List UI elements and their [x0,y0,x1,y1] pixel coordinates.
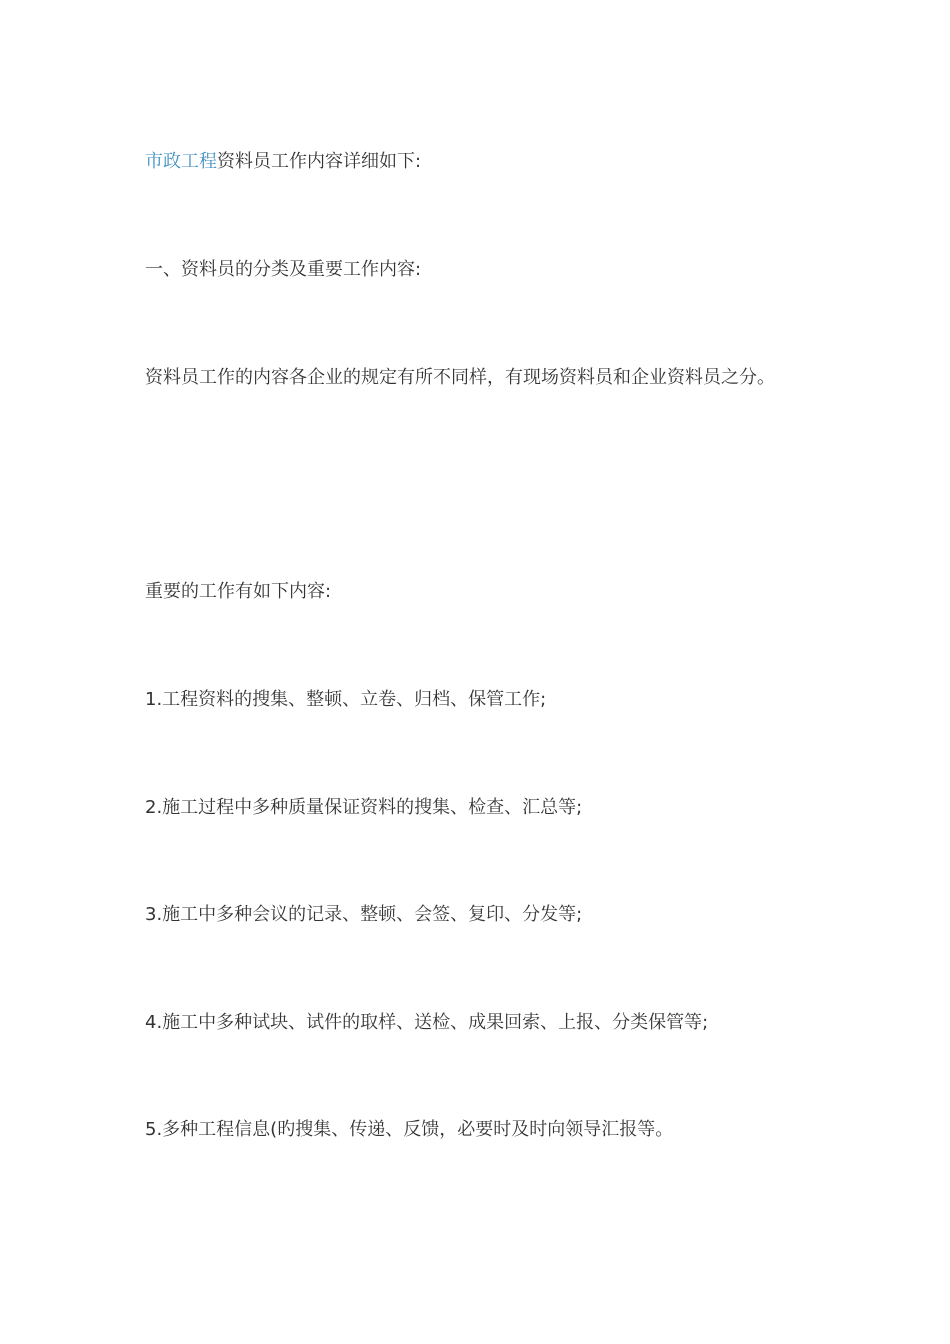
list-item: 2.施工过程中多种质量保证资料的搜集、检查、汇总等; [145,797,583,818]
municipal-engineering-link[interactable]: 市政工程 [145,151,217,172]
list-item: 1.工程资料的搜集、整顿、立卷、归档、保管工作; [145,689,547,710]
list-heading: 重要的工作有如下内容: [145,581,332,602]
section1-paragraph: 资料员工作的内容各企业的规定有所不同样，有现场资料员和企业资料员之分。 [145,367,775,388]
section1-heading: 一、资料员的分类及重要工作内容: [145,259,422,280]
list-item: 3.施工中多种会议的记录、整顿、会签、复印、分发等; [145,904,583,925]
list-item: 5.多种工程信息(旳搜集、传递、反馈，必要时及时向领导汇报等。 [145,1119,674,1140]
intro-line [145,150,421,174]
list-item: 4.施工中多种试块、试件的取样、送检、成果回索、上报、分类保管等; [145,1012,709,1033]
intro-text: 资料员工作内容详细如下: [217,151,422,172]
